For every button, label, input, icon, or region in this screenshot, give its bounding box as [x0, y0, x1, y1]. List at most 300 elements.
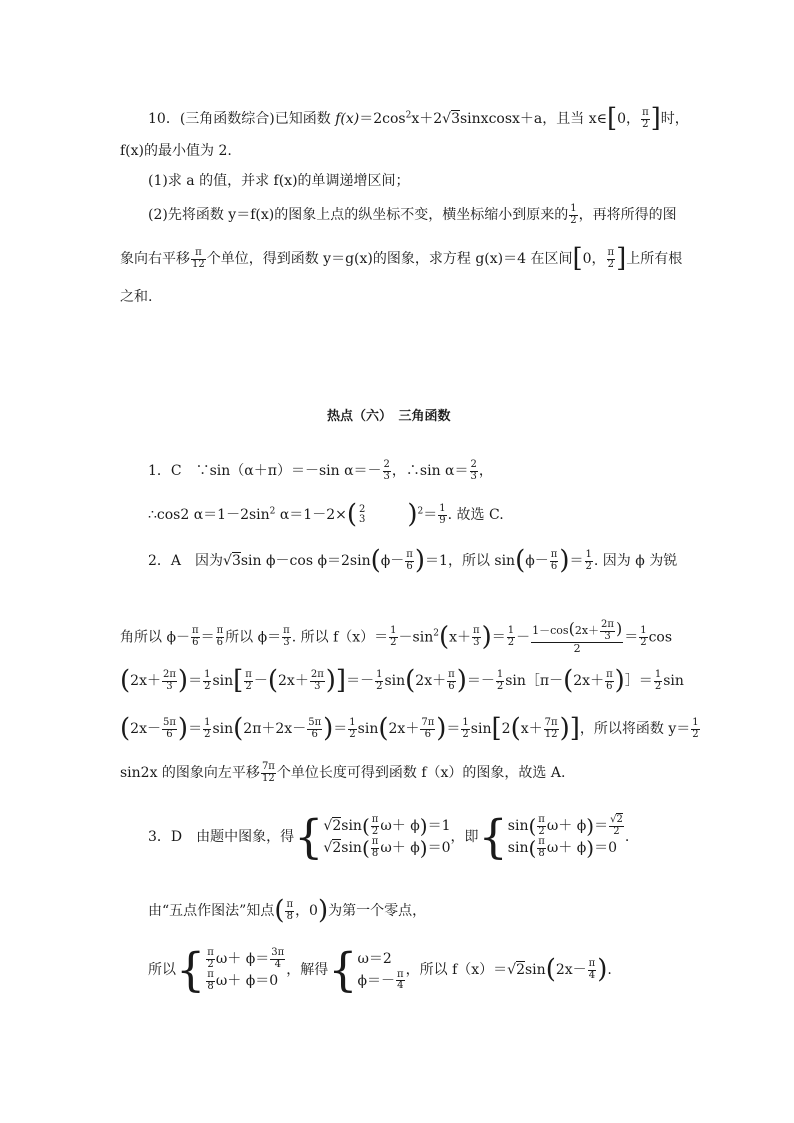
fraction	[270, 948, 285, 970]
fraction	[507, 626, 515, 648]
text: . 故选 C.	[447, 507, 504, 523]
system-row	[205, 970, 286, 992]
fraction	[472, 626, 481, 648]
sqrt-sign: √	[610, 814, 617, 825]
numerator: π	[642, 107, 649, 118]
text: 2x＋	[573, 673, 605, 689]
numerator: π	[207, 969, 214, 980]
fraction	[605, 670, 614, 692]
text: ＝	[594, 818, 609, 834]
numerator: 7π	[421, 717, 435, 728]
denominator: 8	[371, 847, 379, 859]
fraction	[569, 204, 577, 226]
right-paren: )	[559, 545, 570, 576]
text: ω＋ ϕ	[546, 840, 587, 856]
superscript: 2	[405, 110, 412, 121]
text: 2x－	[555, 962, 587, 978]
text: ω＋ ϕ	[215, 973, 256, 989]
numerator: 5π	[308, 717, 322, 728]
text: ，再将所得的图	[578, 207, 677, 223]
left-bracket: [	[233, 665, 244, 696]
text: 象向右平移	[120, 251, 190, 267]
text: ＝	[423, 507, 438, 523]
denominator: 3	[473, 636, 480, 648]
denominator: 12	[192, 258, 205, 270]
denominator: 6	[424, 728, 431, 740]
text: ω＋ ϕ	[380, 818, 420, 834]
left-paren: (	[568, 619, 575, 638]
fraction	[537, 837, 546, 859]
text: sin	[341, 840, 362, 856]
denominator: 6	[406, 560, 413, 572]
text: 个单位长度可得到函数 f（x）的图象，故选 A.	[276, 765, 566, 781]
denominator: 6	[550, 560, 558, 572]
numerator: 1	[496, 669, 504, 680]
left-paren: (	[528, 814, 537, 838]
numerator: π	[191, 248, 206, 260]
text: f(x)	[335, 111, 360, 127]
numerator: 1	[204, 717, 211, 728]
fraction	[544, 718, 559, 740]
right-bracket: ]	[335, 665, 347, 696]
text: cos	[648, 629, 673, 646]
left-paren: (	[120, 665, 131, 696]
denominator: 2	[585, 560, 592, 572]
problem-10-line-2: f(x)的最小值为 2.	[120, 143, 232, 159]
superscript: 2	[417, 506, 424, 517]
fraction	[244, 670, 253, 692]
right-paren: )	[456, 665, 467, 696]
denominator: 2	[538, 825, 545, 837]
text: ＝	[569, 553, 584, 569]
text: 3．D 由题中图象，得	[148, 829, 295, 845]
text: ω＋ ϕ	[380, 840, 420, 856]
text: 2x－	[130, 721, 161, 737]
denominator: 12	[262, 772, 275, 784]
right-paren: )	[436, 713, 447, 744]
fraction	[496, 670, 504, 692]
right-paren: )	[615, 619, 623, 638]
right-paren: )	[325, 665, 336, 696]
right-paren: )	[419, 836, 428, 860]
text: ，解得	[286, 962, 329, 978]
text: ＝	[200, 629, 215, 646]
numerator: 1	[349, 717, 356, 728]
text: 2x＋	[574, 624, 600, 637]
numerator: 1	[204, 669, 211, 680]
text: ＝	[333, 721, 348, 737]
numerator: π	[538, 814, 545, 825]
question-2-line-1	[148, 204, 677, 226]
numerator: 5π	[162, 717, 176, 728]
right-paren: )	[586, 836, 595, 860]
text: sin［π－	[505, 673, 564, 689]
left-paren: (	[346, 499, 358, 530]
right-paren: )	[419, 814, 428, 838]
text: ＝	[188, 721, 203, 737]
fraction	[691, 718, 699, 740]
numerator: π	[286, 899, 294, 910]
text: ＝	[491, 629, 506, 646]
denominator: 2	[607, 258, 615, 270]
numerator	[531, 620, 623, 643]
text: ∴cos2 α＝1－2sin	[148, 507, 270, 523]
text: 由“五点作图法”知点	[148, 903, 275, 919]
left-paren: (	[528, 836, 537, 860]
numerator: π	[588, 958, 596, 969]
sqrt-sign: √	[223, 553, 232, 569]
numerator: 1	[439, 503, 446, 514]
text: 2．A 因为	[148, 553, 224, 569]
fraction	[261, 762, 276, 784]
left-paren: (	[515, 545, 526, 576]
text: ，即	[450, 829, 479, 845]
fraction	[550, 550, 559, 572]
left-paren: (	[361, 836, 370, 860]
system-row	[205, 948, 286, 970]
fraction	[216, 626, 225, 648]
text: sinxcosx＋a，且当 x∈	[460, 111, 607, 127]
fraction	[531, 620, 623, 655]
fraction	[285, 900, 294, 922]
text: . 所以 f（x）＝	[291, 629, 389, 646]
text: ω＋ ϕ	[546, 818, 587, 834]
text: 2	[501, 721, 511, 737]
answer-2-line-4	[120, 713, 701, 744]
question-1: (1)求 a 的值，并求 f(x)的单调递增区间；	[148, 173, 410, 189]
left-paren: (	[510, 713, 521, 744]
text: .	[607, 962, 612, 978]
numerator: π	[245, 669, 252, 680]
fraction	[162, 670, 177, 692]
fraction	[203, 670, 211, 692]
denominator: 8	[286, 910, 293, 922]
right-paren: )	[586, 814, 595, 838]
fraction	[307, 718, 322, 740]
numerator: π	[397, 968, 404, 980]
left-paren: (	[563, 665, 574, 696]
text: sin	[212, 721, 234, 737]
radicand: 2	[332, 818, 342, 834]
left-brace: {	[478, 809, 508, 864]
radicand: 3	[231, 553, 241, 569]
left-paren: (	[378, 713, 389, 744]
text: 2x＋	[388, 721, 420, 737]
problem-tag: (三角函数综合)	[179, 111, 275, 127]
problem-number: 10．	[148, 111, 180, 127]
fraction	[396, 970, 405, 992]
problem-10-line-1	[148, 103, 689, 134]
right-bracket: ]	[569, 713, 580, 744]
fraction	[191, 626, 200, 648]
right-paren: )	[177, 713, 189, 744]
system-row	[508, 837, 625, 859]
answer-2-line-1	[148, 545, 678, 576]
text: 已知函数	[274, 111, 336, 127]
fraction	[461, 718, 469, 740]
text: sin	[470, 721, 492, 737]
left-bracket: [	[491, 713, 502, 744]
denominator: 8	[538, 847, 545, 859]
denominator: 8	[207, 980, 214, 992]
denominator: 3	[604, 630, 611, 642]
text: 角所以 ϕ－	[120, 629, 190, 646]
denominator: 3	[314, 680, 321, 692]
sqrt-sign: √	[507, 962, 517, 978]
denominator: 6	[606, 680, 613, 692]
fraction	[383, 460, 391, 482]
fraction	[537, 815, 546, 837]
text: ，	[478, 463, 493, 479]
text: ＝0	[255, 973, 279, 989]
text: －sin	[398, 629, 434, 646]
numerator: π	[607, 247, 615, 258]
left-paren: (	[233, 713, 244, 744]
denominator: 12	[544, 728, 558, 740]
question-2-line-2	[120, 243, 683, 274]
text: ，所以将函数 y＝	[579, 721, 691, 737]
numerator: 2	[383, 459, 390, 470]
denominator: 3	[383, 470, 390, 482]
text: ＝	[624, 629, 639, 646]
text: 2x＋	[278, 673, 309, 689]
denominator: 2	[640, 636, 647, 648]
superscript: 2	[433, 628, 439, 639]
text: α＝1－2×	[275, 507, 347, 523]
text: ，所以 f（x）＝	[405, 962, 508, 978]
text: ］＝	[624, 673, 653, 689]
text: 0，	[617, 111, 641, 127]
text: 2x＋	[415, 673, 447, 689]
denominator: 2	[507, 636, 515, 648]
answer-3-line-2	[148, 895, 427, 926]
text: －	[516, 629, 531, 646]
radicand: 2	[332, 840, 342, 856]
fraction	[607, 248, 616, 270]
text: 0，	[582, 251, 606, 267]
left-paren: (	[267, 665, 279, 696]
answer-3-line-3	[148, 942, 612, 997]
text: sin	[507, 840, 529, 856]
denominator: 3	[166, 680, 173, 692]
denominator: 2	[692, 728, 699, 740]
system-row	[508, 815, 625, 837]
minus: －	[253, 673, 268, 689]
numerator: π	[192, 625, 199, 637]
fraction	[162, 718, 177, 740]
fraction	[358, 505, 366, 526]
sqrt-sign: √	[442, 111, 452, 127]
fraction	[371, 837, 380, 859]
fraction	[375, 670, 383, 692]
fraction	[600, 620, 615, 642]
text: ＝－	[346, 673, 375, 689]
answer-2-line-2	[120, 620, 672, 655]
denominator: 3	[283, 636, 290, 648]
text: 上所有根	[626, 251, 683, 267]
right-paren: )	[481, 621, 492, 652]
answer-1-line-1	[148, 460, 493, 482]
numerator: 3π	[271, 947, 285, 958]
text: 时，	[660, 111, 689, 127]
left-paren: (	[361, 814, 370, 838]
equation-system-1	[323, 815, 450, 859]
text: sin	[341, 818, 362, 834]
system-row: ω＝2	[357, 950, 392, 967]
right-paren: )	[323, 713, 334, 744]
denominator: 2	[371, 825, 379, 837]
numerator: 1	[692, 717, 699, 728]
fraction	[654, 670, 662, 692]
denominator: 2	[573, 642, 581, 655]
numerator: π	[207, 947, 214, 958]
fraction	[310, 670, 325, 692]
numerator: 1	[654, 669, 662, 680]
denominator: 4	[588, 969, 596, 981]
answer-2-line-3	[120, 665, 684, 696]
left-brace: {	[176, 942, 206, 997]
text: 所以 ϕ＝	[225, 629, 282, 646]
left-bracket: [	[606, 103, 618, 134]
right-paren: )	[559, 713, 570, 744]
text: ＝1	[427, 818, 451, 834]
answer-3-line-1	[148, 809, 630, 864]
numerator: 7π	[261, 761, 275, 772]
numerator: π	[216, 625, 224, 637]
fraction	[405, 550, 414, 572]
left-paren: (	[274, 895, 285, 926]
text: 为第一个零点，	[328, 903, 427, 919]
left-brace: {	[328, 942, 358, 997]
fraction	[585, 550, 593, 572]
numerator: 1	[585, 549, 592, 560]
fraction	[206, 948, 215, 970]
text: sin	[663, 673, 684, 689]
text: sin	[212, 673, 234, 689]
text: x＋	[520, 721, 543, 737]
text: ϕ＝－	[357, 972, 396, 989]
text: 1－cos	[532, 624, 569, 637]
numerator: 2	[470, 459, 477, 470]
denominator: 2	[349, 728, 356, 740]
text: sin	[525, 962, 546, 978]
question-2-line-3: 之和.	[120, 289, 153, 305]
fraction	[438, 504, 446, 526]
text: x＋	[449, 629, 472, 646]
fraction	[203, 718, 211, 740]
text: sin ϕ－cos ϕ＝2sin	[240, 553, 371, 569]
text: . 因为 ϕ 为锐	[593, 553, 678, 569]
radicand: 2	[616, 814, 623, 825]
text: ϕ－	[380, 553, 405, 569]
equation-system-4	[358, 949, 406, 992]
numerator: π	[550, 549, 558, 560]
text: ϕ－	[525, 553, 549, 569]
text: sin	[384, 673, 406, 689]
sqrt-sign: √	[323, 840, 333, 856]
denominator: 2	[204, 728, 211, 740]
denominator: 6	[448, 680, 455, 692]
denominator: 6	[311, 728, 318, 740]
fraction	[282, 626, 291, 648]
denominator: 2	[642, 118, 649, 130]
numerator: 2π	[601, 619, 614, 630]
numerator: 2π	[310, 669, 324, 680]
text: sin	[357, 721, 379, 737]
fraction	[639, 626, 647, 648]
superscript: 2	[269, 506, 276, 517]
numerator: 2	[359, 503, 366, 515]
denominator: 3	[470, 470, 477, 482]
text: ＝0	[594, 840, 618, 856]
fraction	[447, 670, 456, 692]
denominator: 9	[439, 514, 446, 526]
fraction	[389, 626, 397, 648]
numerator: 1	[640, 625, 647, 637]
numerator: 1	[570, 203, 577, 214]
answer-2-line-5	[120, 762, 565, 784]
denominator: 2	[462, 728, 469, 740]
fraction	[588, 959, 597, 981]
numerator: π	[371, 814, 379, 825]
right-bracket: ]	[650, 103, 661, 134]
text: sin2x 的图象向左平移	[120, 765, 260, 781]
text: ，∴sin α＝	[391, 463, 469, 479]
text: ω＋ ϕ＝	[215, 951, 270, 967]
equation-system-2	[508, 815, 625, 859]
fraction	[420, 718, 435, 740]
text: ，0	[295, 903, 318, 919]
numerator: 1	[462, 717, 469, 728]
left-bracket: [	[572, 243, 583, 274]
denominator: 2	[613, 825, 620, 837]
right-paren: )	[407, 499, 418, 530]
text: 2π＋2x－	[243, 721, 307, 737]
denominator: 2	[245, 680, 252, 692]
radicand: 3	[451, 111, 460, 127]
left-paren: (	[120, 713, 131, 744]
denominator: 2	[654, 680, 662, 692]
numerator: π	[606, 669, 613, 680]
left-paren: (	[545, 954, 556, 985]
numerator: π	[538, 836, 545, 847]
left-paren: (	[370, 545, 381, 576]
fraction	[609, 815, 624, 837]
denominator: 6	[192, 636, 199, 648]
denominator: 6	[216, 636, 224, 648]
right-paren: )	[597, 954, 608, 985]
text: ＝1，所以 sin	[425, 553, 516, 569]
numerator: π	[406, 549, 413, 560]
numerator: π	[448, 669, 455, 680]
text: ＝2cos	[359, 111, 406, 127]
system-row	[358, 970, 406, 992]
denominator: 2	[376, 680, 383, 692]
numerator: π	[283, 625, 290, 637]
right-paren: )	[177, 665, 189, 696]
fraction	[191, 248, 206, 270]
system-row	[323, 815, 450, 837]
denominator: 2	[207, 958, 214, 970]
left-paren: (	[405, 665, 416, 696]
right-paren: )	[614, 665, 625, 696]
left-brace: {	[294, 809, 324, 864]
fraction	[371, 815, 380, 837]
right-paren: )	[317, 895, 329, 926]
numerator: 1	[390, 625, 397, 637]
text: x＋2	[411, 111, 443, 127]
denominator: 2	[496, 680, 504, 692]
